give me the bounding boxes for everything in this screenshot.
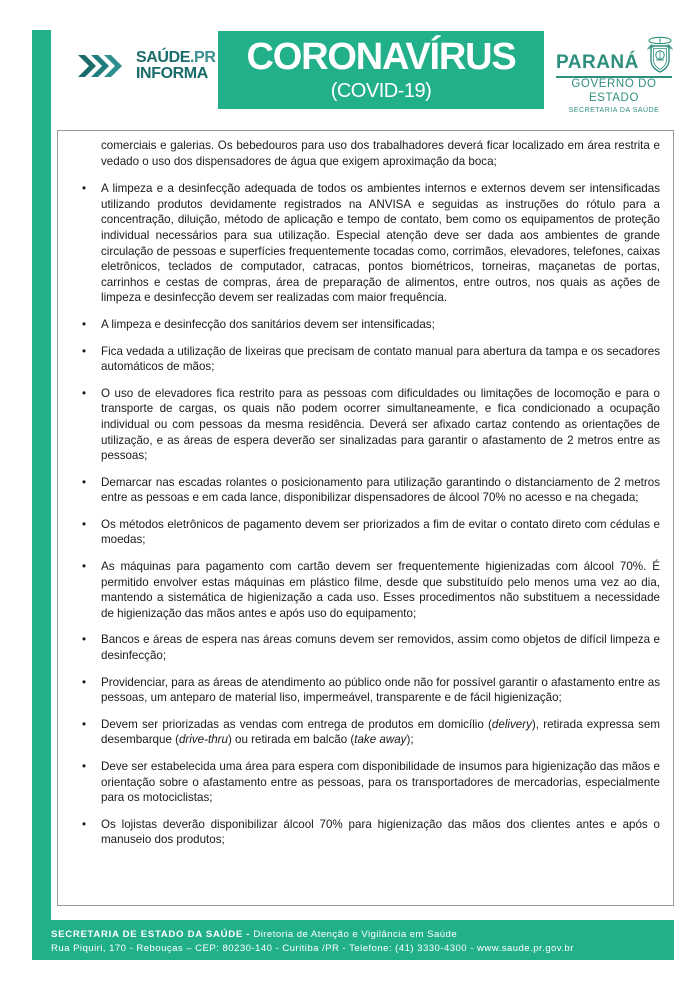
bullet-marker: • [82,517,87,531]
continuation-paragraph: comerciais e galerias. Os bebedouros para uso dos trabalhadores deverá ficar localizado em área restrita e vedado o uso dos dispensadores de água que exigem aproximação da boca; [101,139,660,168]
list-item [71,817,660,848]
list-item [71,517,660,548]
parana-government-label: GOVERNO DO ESTADO [571,78,657,104]
list-item-text: A limpeza e desinfecção dos sanitários devem ser intensificadas; [101,317,435,331]
delivery-italic-drivethru: drive-thru [178,733,228,747]
chevrons-right-icon [78,53,130,79]
saude-wordmark-line2: INFORMA [136,65,208,82]
list-item [71,386,660,464]
list-item [71,632,660,663]
list-item-text: Providenciar, para as áreas de atendimento ao público onde não for possível garantir o afastamento entre as pessoas, um anteparo de material liso, impermeável, transparente e de fácil higienização; [101,675,660,705]
saude-wordmark [136,50,216,82]
delivery-part3: ) ou retirada em balcão ( [227,733,355,747]
delivery-part1: Devem ser priorizadas as vendas com entrega de produtos em domicílio ( [101,717,492,731]
bullet-marker: • [82,560,87,574]
saude-pr-informa-logo [78,50,216,82]
bullet-marker: • [82,386,87,400]
list-item-text: As máquinas para pagamento com cartão devem ser frequentemente higienizadas com álcool 70%. É permitido envolver estas máquinas em plástico filme, desde que substituído pelo menos uma vez ao dia, mantendo a sistemática de higienização a cada uso. Esses procedimentos não substituem a necessidade de higienização das mãos antes e após uso do equipamento; [101,560,660,620]
list-item-text: A limpeza e a desinfecção adequada de todos os ambientes internos e externos devem ser intensificadas utilizando produtos devidamente registrados na ANVISA e seguidas as instruções do rótulo para a concentração, diluição, método de aplicação e tempo de contato, bem como os equipamentos de proteção individual necessários para sua utilização. Especial atenção deve ser dada aos ambientes de grande circulação de pessoas e superfícies frequentemente tocadas como, corrimãos, elevadores, telefones, caixas eletrônicos, teclados de computador, catracas, pontos biométricos, torneiras, maçanetas de portas, carrinhos e cestas de compras, área de preparação de alimentos, entre outros, nos quais as ações de limpeza e desinfecção devem ser realizadas com maior frequência. [101,182,660,305]
bullet-marker: • [82,817,87,831]
banner-title: CORONAVÍRUS [246,35,516,78]
footer-directorate-label: Diretoria de Atenção e Vigilância em Saúde [250,929,458,940]
bullet-marker: • [82,182,87,196]
footer-line-1 [51,928,674,942]
delivery-part2: ), retirada expressa sem desembarque ( [101,717,660,747]
banner-subtitle: (COVID-19) [330,79,432,102]
parana-government-logo [556,36,676,114]
footer-line-2: Rua Piquiri, 170 - Rebouças – CEP: 80230-140 - Curitiba /PR - Telefone: (41) 3330-4300 - www.saude.pr.gov.br [51,943,574,954]
bullet-marker: • [82,675,87,689]
bullet-marker: • [82,633,87,647]
list-item-text: Demarcar nas escadas rolantes o posicionamento para utilização garantindo o distanciamento de 2 metros entre as pessoas e em cada lance, disponibilizar dispensadores de álcool 70% no acesso e na chegada; [101,475,660,505]
bullet-marker: • [82,717,87,731]
page-header [0,0,700,120]
saude-wordmark-line1: SAÚDE.PR [136,49,216,66]
footer-secretariat-label: SECRETARIA DE ESTADO DA SAÚDE - [51,929,251,940]
bullet-marker: • [82,475,87,489]
list-item [71,344,660,375]
parana-state-crest-icon [643,36,677,74]
list-item [71,475,660,506]
list-item-text: Os métodos eletrônicos de pagamento devem ser priorizados a fim de evitar o contato direto com cédulas e moedas; [101,517,660,547]
list-item [71,759,660,806]
list-item-text: Fica vedada a utilização de lixeiras que precisam de contato manual para abertura da tampa e os secadores automáticos de mãos; [101,344,660,374]
list-item [71,675,660,706]
list-item [71,559,660,621]
parana-name: PARANÁ [556,52,639,73]
left-accent-bar [32,30,51,960]
list-item-text: Os lojistas deverão disponibilizar álcool 70% para higienização das mãos dos clientes antes e após o manuseio dos produtos; [101,817,660,847]
delivery-part4: ); [406,733,414,747]
document-content-box [57,130,674,906]
bullet-marker: • [82,760,87,773]
list-item-text: Deve ser estabelecida uma área para espera com disponibilidade de insumos para higienização das mãos e orientação sobre o afastamento entre as pessoas, para os transportadores de mercadorias, especialmente para os motociclistas; [101,760,660,805]
list-item [71,317,660,333]
bullet-marker: • [82,317,87,331]
bullet-marker: • [82,344,87,358]
parana-secretariat-label: SECRETARIA DA SAÚDE [568,106,660,114]
list-item [71,181,660,306]
list-item-text: O uso de elevadores fica restrito para as pessoas com dificuldades ou limitações de locomoção e para o transporte de cargas, os quais não podem ocorrer simultaneamente, e fica condicionado a ocupação individual ou com pessoas da mesma residência. Deverá ser afixado cartaz contendo as orientações de utilização, e as áreas de espera deverão ser sinalizadas para garantir o afastamento de 2 metros entre as pessoas; [101,386,660,463]
list-item-text [101,717,660,748]
delivery-italic-takeaway: take away [354,733,407,747]
coronavirus-banner [218,31,544,109]
list-item-delivery [71,717,660,748]
list-item-text: Bancos e áreas de espera nas áreas comuns devem ser removidos, assim como objetos de difícil limpeza e desinfecção; [101,633,660,663]
delivery-italic-delivery: delivery [491,717,532,731]
page-footer [32,920,674,960]
